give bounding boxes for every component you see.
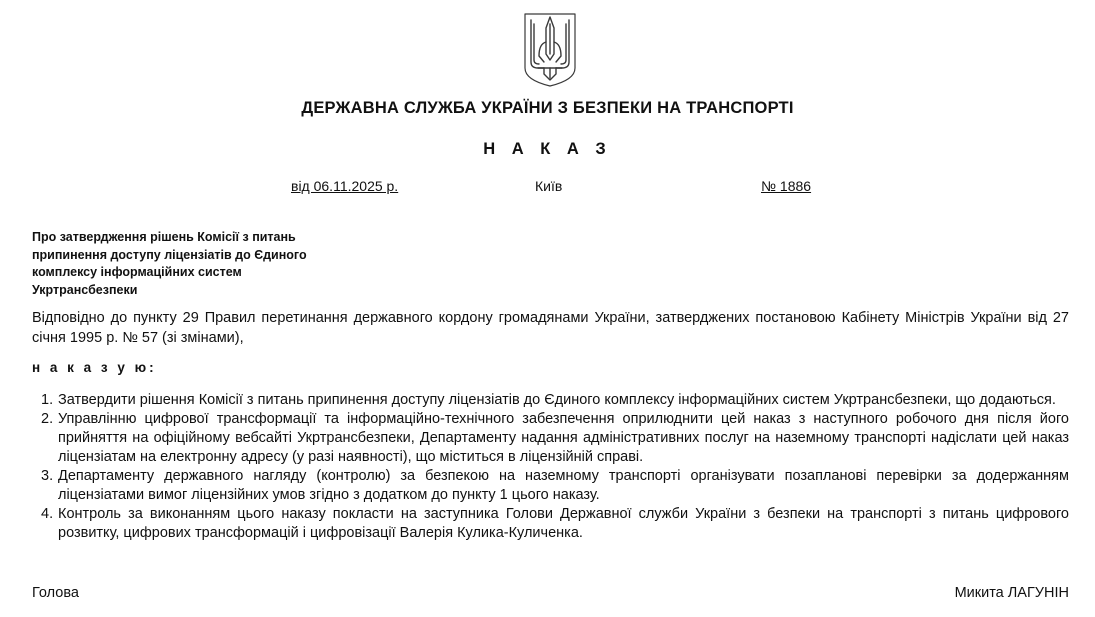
subject-line: комплексу інформаційних систем	[32, 265, 242, 279]
order-city: Київ	[535, 178, 563, 194]
order-subject	[32, 229, 332, 299]
list-item	[32, 467, 1069, 505]
subject-line: Про затвердження рішень Комісії з питань	[32, 230, 296, 244]
item-number: 2.	[41, 411, 54, 427]
item-number: 3.	[41, 468, 54, 484]
item-text: Контроль за виконанням цього наказу покласти на заступника Голови Державної служби України з безпеки на транспорті з питань цифрового розвитку, цифрових трансформацій і цифровізації Валерія Кулика-Куличенка.	[58, 506, 1069, 541]
preamble-text: Відповідно до пункту 29 Правил перетинання державного кордону громадянами України, затверджених постановою Кабінету Міністрів України від 27 січня 1995 р. № 57 (зі змінами),	[32, 310, 1069, 346]
item-text: Управлінню цифрової трансформації та інформаційно-технічного забезпечення оприлюднити цей наказ з наступного робочого дня після його прийняття на офіційному вебсайті Укртрансбезпеки, Департаменту надання адміністративних послуг на наземному транспорті надіслати цей наказ ліцензіатам на електронну адресу (у разі наявності), що міститься в ліцензійній справі.	[58, 411, 1069, 465]
trident-emblem-icon	[522, 12, 578, 88]
signatory-name: Микита ЛАГУНІН	[954, 585, 1069, 601]
list-item	[32, 505, 1069, 543]
item-text: Затвердити рішення Комісії з питань припинення доступу ліцензіатів до Єдиного комплексу інформаційних систем Укртрансбезпеки, що додаються.	[58, 392, 1056, 408]
agency-title: ДЕРЖАВНА СЛУЖБА УКРАЇНИ З БЕЗПЕКИ НА ТРАНСПОРТІ	[301, 99, 794, 117]
item-number: 4.	[41, 506, 54, 522]
order-word: н а к а з у ю:	[32, 360, 157, 375]
subject-line: Укртрансбезпеки	[32, 282, 138, 297]
order-items-list	[32, 391, 1069, 543]
order-date: від 06.11.2025 р.	[291, 178, 399, 194]
item-number: 1.	[41, 392, 54, 408]
signatory-position: Голова	[32, 585, 79, 601]
document-type: Н А К А З	[483, 140, 612, 158]
subject-line: припинення доступу ліцензіатів до Єдиного	[32, 247, 307, 262]
list-item	[32, 410, 1069, 467]
item-text: Департаменту державного нагляду (контролю) за безпекою на наземному транспорті організувати позапланові перевірки за додержанням ліцензіатами вимог ліцензійних умов згідно з додатком до пункту 1 цього наказу.	[58, 468, 1069, 503]
order-number: № 1886	[761, 178, 812, 194]
list-item	[32, 391, 1069, 410]
preamble-paragraph[interactable]	[32, 308, 1069, 348]
